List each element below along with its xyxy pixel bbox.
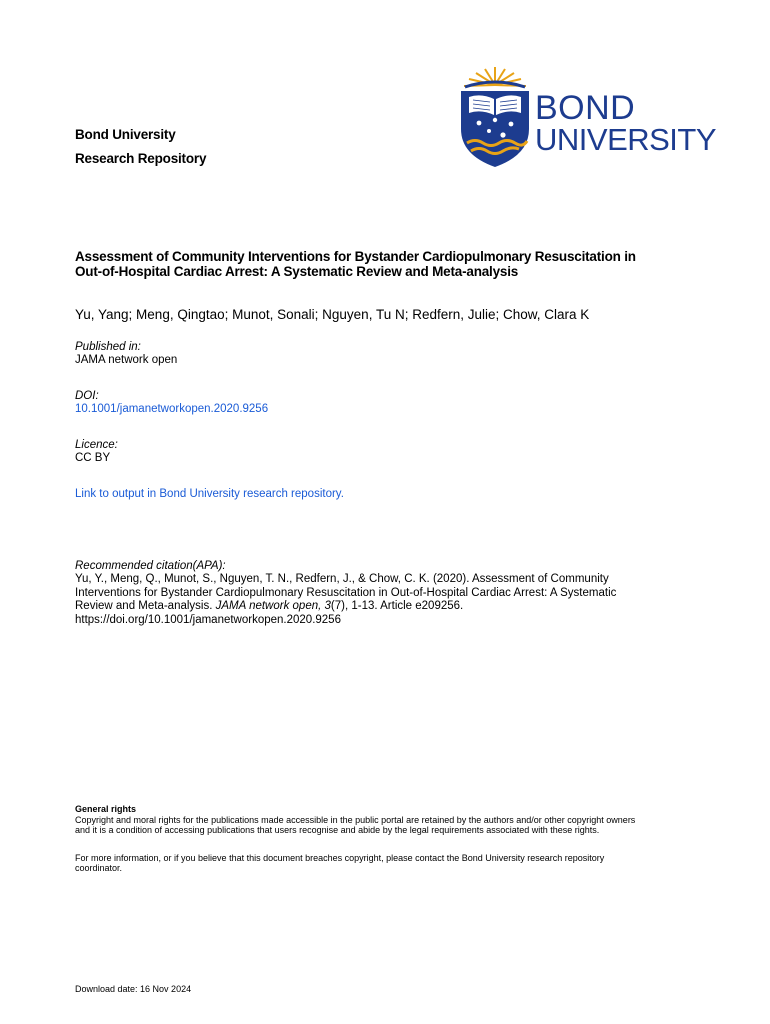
- rights-text: [75, 815, 735, 835]
- citation-line-3-pre: Review and Meta-analysis.: [75, 600, 216, 612]
- rights-line-2: and it is a condition of accessing publications that users recognise and abide by the legal requirements associated with these rights.: [75, 825, 600, 835]
- more-info-text: [75, 853, 735, 873]
- citation-line-3-post: (7), 1-13. Article e209256.: [330, 600, 464, 612]
- citation-line-1: Yu, Y., Meng, Q., Munot, S., Nguyen, T. N., Redfern, J., & Chow, C. K. (2020). Assessment of Community: [75, 573, 609, 585]
- licence-value: CC BY: [75, 452, 111, 464]
- crest-icon: [455, 63, 535, 171]
- authors: Yu, Yang; Meng, Qingtao; Munot, Sonali; Nguyen, Tu N; Redfern, Julie; Chow, Clara K: [75, 307, 590, 322]
- title-line-1: Assessment of Community Interventions for Bystander Cardiopulmonary Resuscitation in: [75, 249, 636, 264]
- citation-line-2: Interventions for Bystander Cardiopulmonary Resuscitation in Out-of-Hospital Cardiac Arrest: A Systematic: [75, 586, 617, 599]
- paper-title: [75, 249, 725, 279]
- doi-label: DOI:: [75, 390, 99, 402]
- logo-word-university: UNIVERSITY: [535, 122, 717, 157]
- bond-university-logo: [455, 63, 730, 171]
- rights-heading: General rights: [75, 804, 137, 814]
- institution-name: Bond University: [75, 127, 176, 142]
- more-info-line-2: coordinator.: [75, 863, 123, 873]
- citation-journal: JAMA network open, 3: [215, 600, 331, 612]
- citation-label: Recommended citation(APA):: [75, 560, 226, 572]
- citation-line-4: https://doi.org/10.1001/jamanetworkopen.2020.9256: [75, 613, 341, 626]
- more-info-line-1: For more information, or if you believe that this document breaches copyright, please contact the Bond University research repository: [75, 853, 605, 863]
- repository-name: Research Repository: [75, 151, 207, 166]
- title-line-2: Out-of-Hospital Cardiac Arrest: A Systematic Review and Meta-analysis: [75, 264, 519, 279]
- doi-link[interactable]: 10.1001/jamanetworkopen.2020.9256: [75, 403, 269, 415]
- citation-text: [75, 573, 715, 627]
- rights-line-1: Copyright and moral rights for the publications made accessible in the public portal are retained by the authors and/or other copyright owners: [75, 815, 636, 825]
- published-value: JAMA network open: [75, 354, 178, 366]
- licence-label: Licence:: [75, 439, 118, 451]
- published-label: Published in:: [75, 341, 141, 353]
- logo-word-bond: BOND: [535, 89, 636, 127]
- citation-line-3: [75, 600, 715, 614]
- repository-link[interactable]: Link to output in Bond University research repository.: [75, 488, 344, 500]
- download-date: Download date: 16 Nov 2024: [75, 984, 192, 994]
